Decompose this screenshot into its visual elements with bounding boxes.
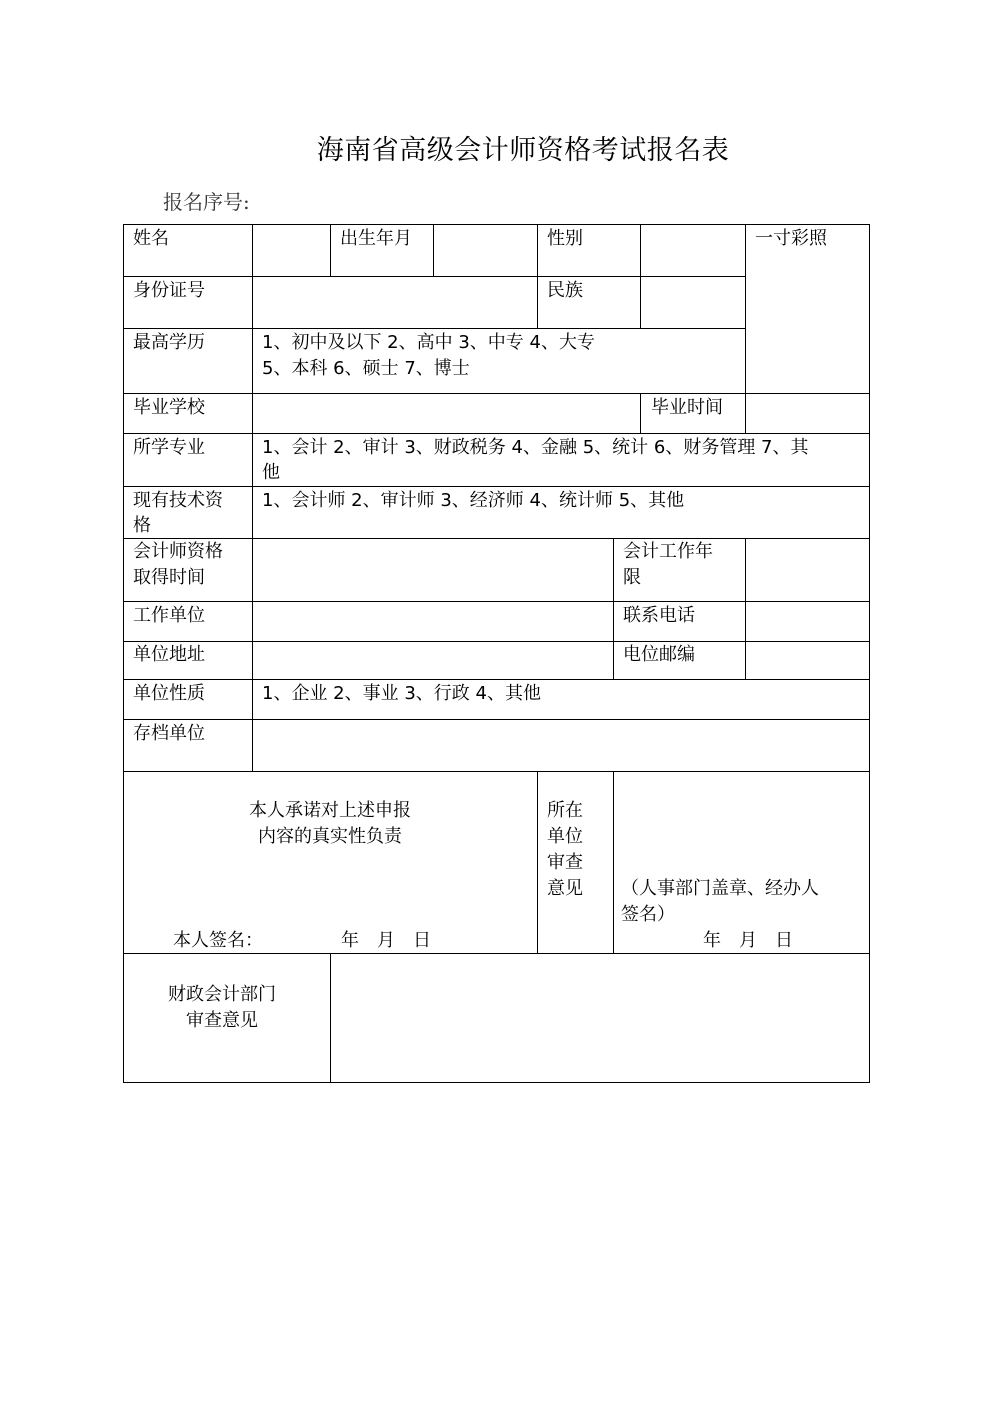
grid-line xyxy=(537,224,538,328)
qualification-options: 1、会计师 2、审计师 3、经济师 4、统计师 5、其他 xyxy=(262,490,685,511)
name-label: 姓名 xyxy=(133,228,169,249)
photo-label: 一寸彩照 xyxy=(755,228,827,249)
unit-review-label-2: 单位 xyxy=(547,826,583,847)
grid-line xyxy=(123,224,870,225)
grid-line xyxy=(640,393,641,433)
education-options-line1: 1、初中及以下 2、高中 3、中专 4、大专 xyxy=(262,332,595,353)
employer-label: 工作单位 xyxy=(133,605,205,626)
unit-review-date: 年 月 日 xyxy=(703,930,793,951)
unit-review-label-4: 意见 xyxy=(547,878,583,899)
grid-line xyxy=(123,538,870,539)
declaration-date: 年 月 日 xyxy=(341,930,431,951)
major-options-line1: 1、会计 2、审计 3、财政税务 4、金融 5、统计 6、财务管理 7、其 xyxy=(262,437,809,458)
school-label: 毕业学校 xyxy=(133,397,205,418)
nature-label: 单位性质 xyxy=(133,683,205,704)
gender-label: 性别 xyxy=(547,228,583,249)
grid-line xyxy=(252,224,253,771)
ethnicity-label: 民族 xyxy=(547,280,583,301)
acct-time-label-line2: 取得时间 xyxy=(133,567,205,588)
registration-form xyxy=(123,224,870,1083)
unit-review-note-line2: 签名） xyxy=(621,904,675,925)
grid-line xyxy=(123,641,870,642)
address-label: 单位地址 xyxy=(133,644,205,665)
finance-review-line2: 审查意见 xyxy=(186,1010,258,1031)
acct-time-label-line1: 会计师资格 xyxy=(133,541,223,562)
birth-label: 出生年月 xyxy=(340,228,412,249)
grad-time-label: 毕业时间 xyxy=(651,397,723,418)
postcode-label: 电位邮编 xyxy=(623,644,695,665)
grid-line xyxy=(123,771,870,772)
serial-number-label: 报名序号: xyxy=(163,190,250,214)
archive-label: 存档单位 xyxy=(133,723,205,744)
education-label: 最高学历 xyxy=(133,332,205,353)
grid-line xyxy=(433,224,434,276)
grid-line xyxy=(123,1082,870,1083)
grid-line xyxy=(123,719,870,720)
major-options-line2: 他 xyxy=(262,462,280,483)
grid-line xyxy=(745,538,746,679)
grid-line xyxy=(640,224,641,328)
grid-line xyxy=(123,679,870,680)
grid-line xyxy=(123,393,870,394)
id-number-label: 身份证号 xyxy=(133,280,205,301)
grid-line xyxy=(613,771,614,953)
declaration-line2: 内容的真实性负责 xyxy=(258,826,402,847)
grid-line xyxy=(869,224,870,1083)
major-label: 所学专业 xyxy=(133,437,205,458)
phone-label: 联系电话 xyxy=(623,605,695,626)
work-years-label-line1: 会计工作年 xyxy=(623,541,713,562)
grid-line xyxy=(745,393,746,433)
nature-options: 1、企业 2、事业 3、行政 4、其他 xyxy=(262,683,541,704)
signature-label: 本人签名： xyxy=(173,930,263,951)
education-options-line2: 5、本科 6、硕士 7、博士 xyxy=(262,358,470,379)
grid-line xyxy=(123,601,870,602)
grid-line xyxy=(123,328,746,329)
grid-line xyxy=(123,433,870,434)
grid-line xyxy=(537,771,538,953)
finance-review-line1: 财政会计部门 xyxy=(168,984,276,1005)
qualification-label-line1: 现有技术资 xyxy=(133,490,223,511)
work-years-label-line2: 限 xyxy=(623,567,641,588)
grid-line xyxy=(613,538,614,679)
unit-review-label-1: 所在 xyxy=(547,800,583,821)
unit-review-note-line1: （人事部门盖章、经办人 xyxy=(621,878,819,899)
grid-line xyxy=(745,224,746,393)
grid-line xyxy=(123,276,746,277)
page-title: 海南省高级会计师资格考试报名表 xyxy=(316,135,730,166)
grid-line xyxy=(123,224,124,1083)
qualification-label-line2: 格 xyxy=(133,515,151,536)
grid-line xyxy=(123,486,870,487)
grid-line xyxy=(330,953,331,1083)
grid-line xyxy=(123,953,870,954)
unit-review-label-3: 审查 xyxy=(547,852,583,873)
grid-line xyxy=(330,224,331,276)
declaration-line1: 本人承诺对上述申报 xyxy=(249,800,411,821)
